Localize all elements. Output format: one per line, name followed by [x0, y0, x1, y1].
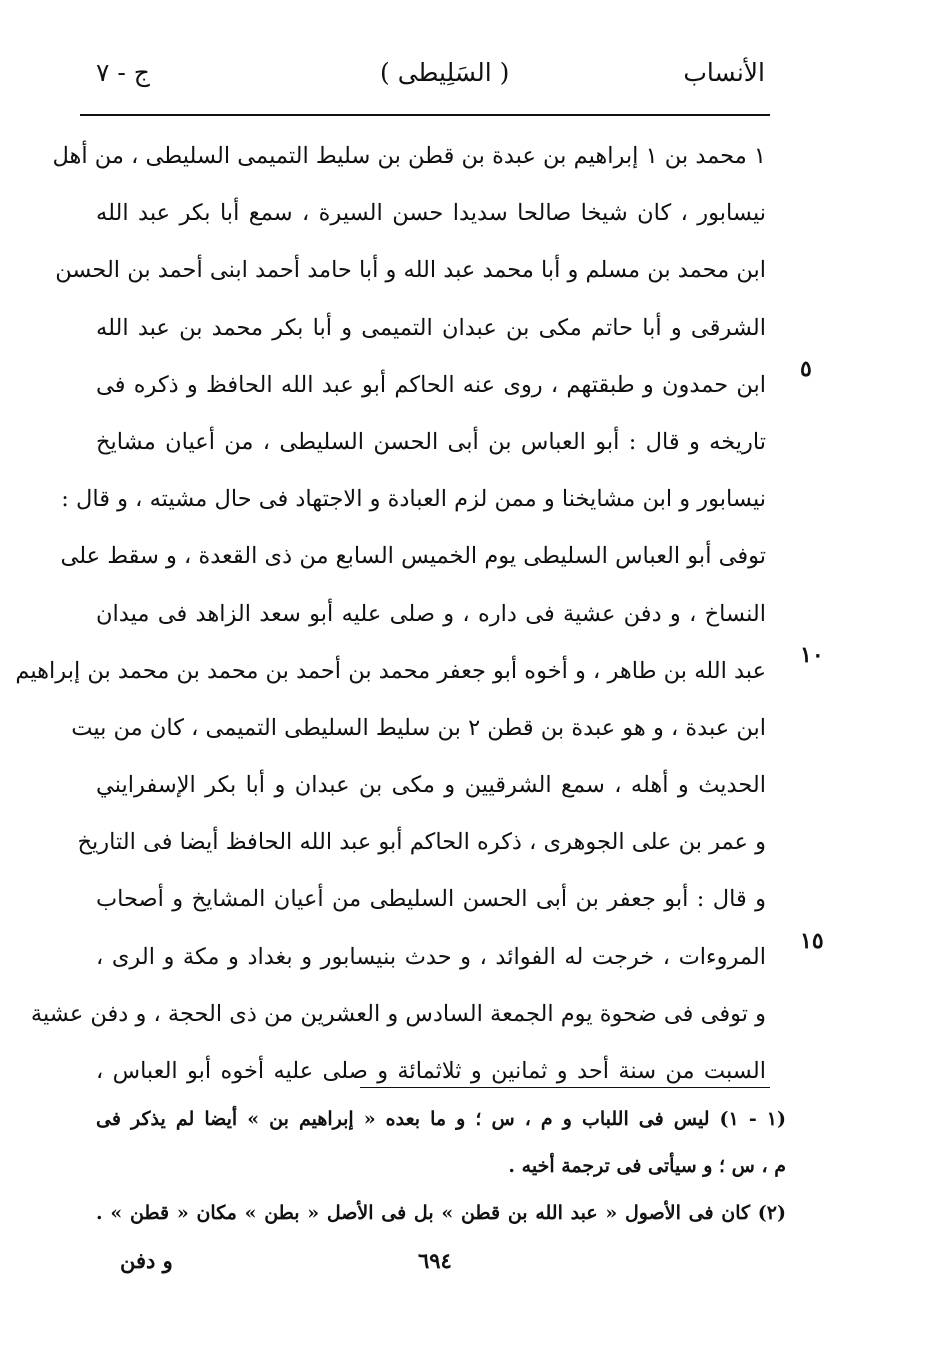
footnote-line: م ، س ؛ و سيأتى فى ترجمة أخيه . [508, 1155, 786, 1177]
text-line: تاريخه و قال : أبو العباس بن أبى الحسن السليطى ، من أعيان مشايخ [96, 428, 766, 455]
text-line: نيسابور و ابن مشايخنا و ممن لزم العبادة و الاجتهاد فى حال مشيته ، و قال : [61, 486, 766, 513]
footnote-rule [360, 1087, 770, 1088]
catchword: و دفن [120, 1248, 173, 1273]
entry-heading: ( السَلِيطى ) [380, 58, 510, 87]
text-line: و عمر بن على الجوهرى ، ذكره الحاكم أبو عبد الله الحافظ أيضا فى التاريخ [77, 829, 766, 856]
footnote-line: (١ - ١) ليس فى اللباب و م ، س ؛ و ما بعده « إبراهيم بن » أيضا لم يذكر فى [96, 1108, 786, 1130]
text-line: نيسابور ، كان شيخا صالحا سديدا حسن السيرة ، سمع أبا بكر عبد الله [96, 200, 766, 227]
text-line: و قال : أبو جعفر بن أبى الحسن السليطى من أعيان المشايخ و أصحاب [96, 886, 766, 913]
text-line: ابن عبدة ، و هو عبدة بن قطن ٢ بن سليط السليطى التميمى ، كان من بيت [71, 714, 766, 741]
line-number-15: ١٥ [800, 928, 824, 954]
text-line: و توفى فى ضحوة يوم الجمعة السادس و العشرين من ذى الحجة ، و دفن عشية [30, 1000, 766, 1027]
footnote-line: (٢) كان فى الأصول « عبد الله بن قطن » بل فى الأصل « بطن » مكان « قطن » . [96, 1202, 786, 1224]
page-number: ٦٩٤ [418, 1248, 452, 1273]
text-line: عبد الله بن طاهر ، و أخوه أبو جعفر محمد بن أحمد بن محمد بن محمد بن إبراهيم [15, 657, 766, 684]
header-rule [80, 114, 770, 116]
text-line: توفى أبو العباس السليطى يوم الخميس السابع من ذى القعدة ، و سقط على [60, 543, 766, 570]
running-title: الأنساب [683, 58, 765, 87]
text-line: ابن محمد بن مسلم و أبا محمد عبد الله و أبا حامد أحمد ابنى أحمد بن الحسن [55, 257, 766, 284]
footnotes [96, 1096, 786, 1237]
text-line: ١ محمد بن ١ إبراهيم بن عبدة بن قطن بن سليط التميمى السليطى ، من أهل [52, 143, 766, 169]
volume-label: ج - ٧ [96, 58, 150, 87]
line-number-5: ٥ [800, 356, 812, 382]
text-line: ابن حمدون و طبقتهم ، روى عنه الحاكم أبو عبد الله الحافظ و ذكره فى [96, 371, 766, 398]
text-line: السبت من سنة أحد و ثمانين و ثلاثمائة و صلى عليه أخوه أبو العباس ، [96, 1058, 766, 1084]
line-number-10: ١٠ [800, 642, 824, 668]
text-line: النساخ ، و دفن عشية فى داره ، و صلى عليه أبو سعد الزاهد فى ميدان [96, 600, 766, 627]
main-text [15, 128, 766, 1100]
text-line: المروءات ، خرجت له الفوائد ، و حدث بنيسابور و بغداد و مكة و الرى ، [96, 943, 766, 970]
text-line: الحديث و أهله ، سمع الشرقيين و مكى بن عبدان و أبا بكر الإسفرايني [96, 772, 766, 799]
text-line: الشرقى و أبا حاتم مكى بن عبدان التميمى و أبا بكر محمد بن عبد الله [96, 314, 766, 341]
